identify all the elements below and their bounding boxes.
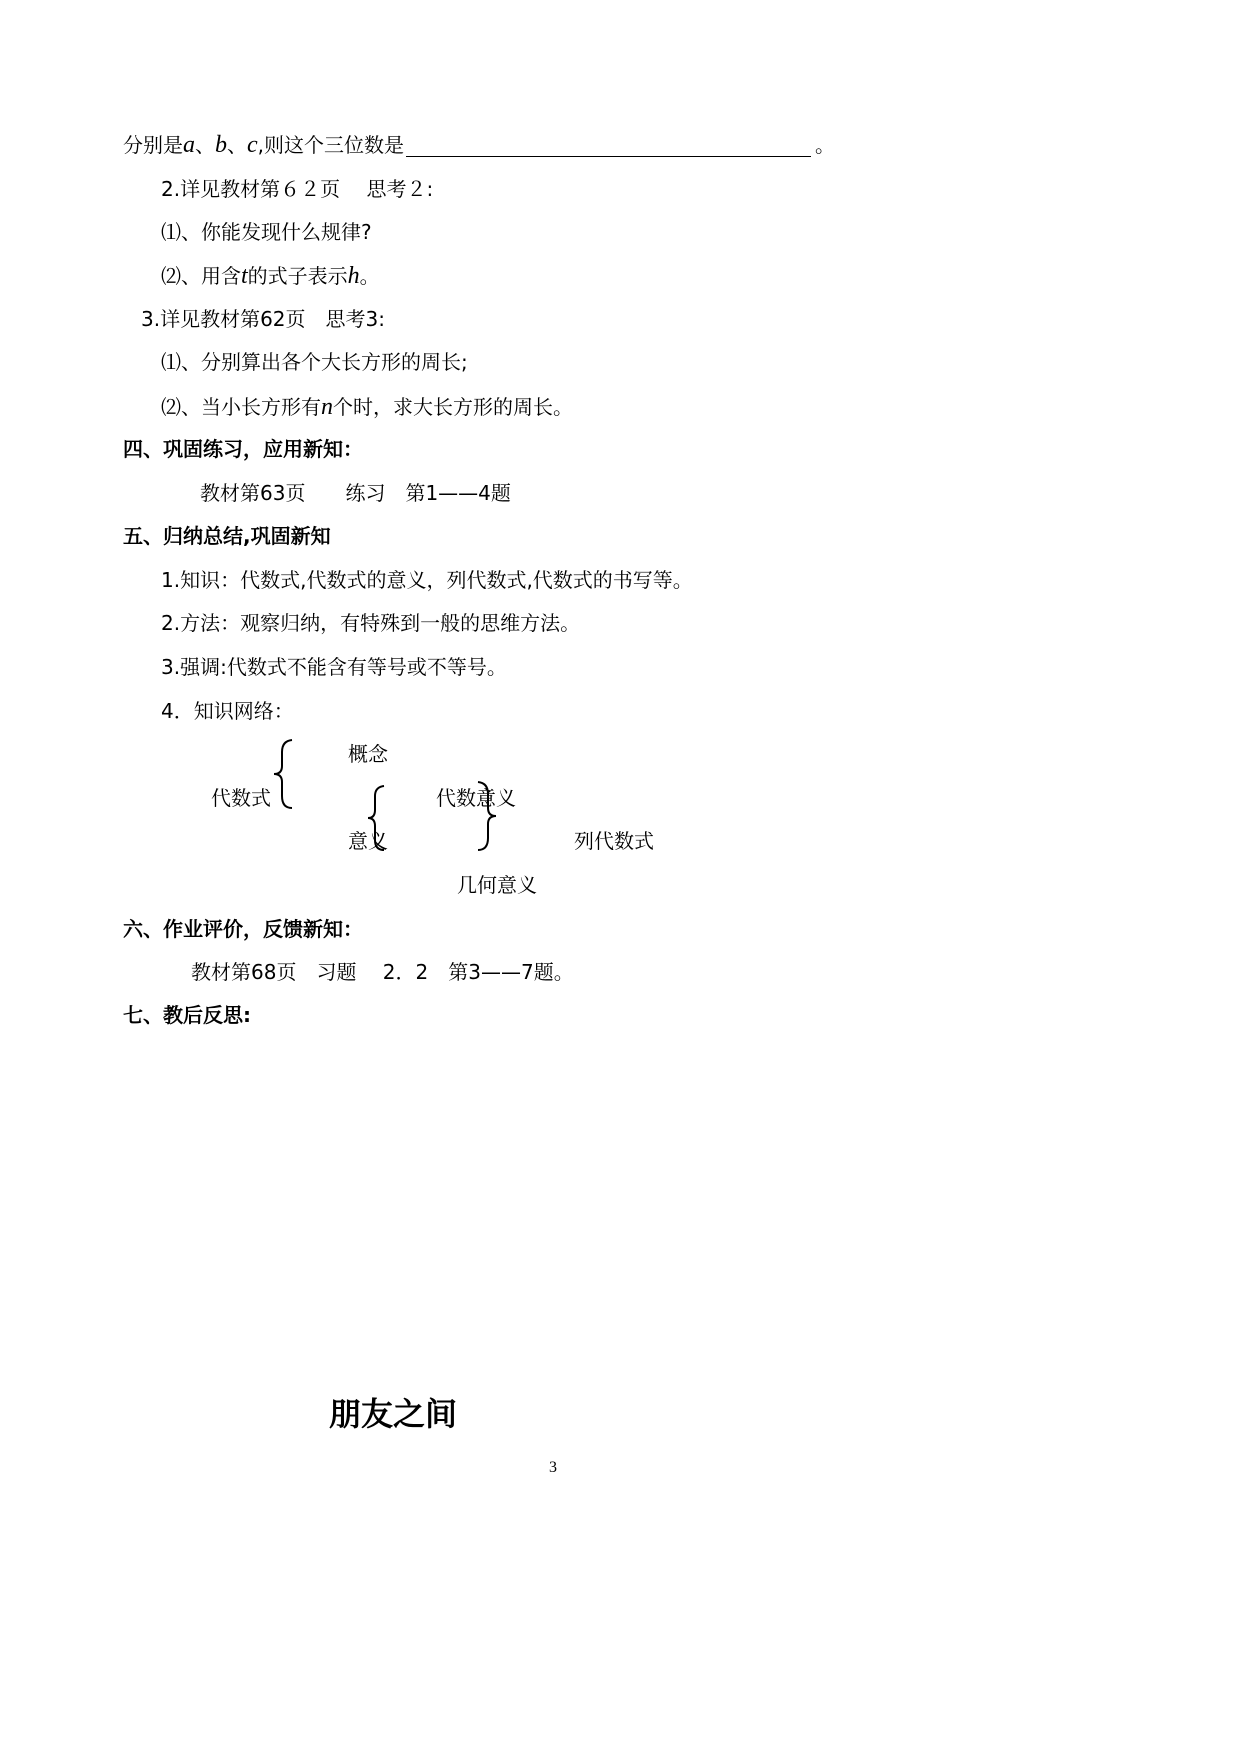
item-3-sub-1: ⑴、分别算出各个大长方形的周长; — [161, 350, 468, 374]
diagram-geometric-meaning: 几何意义 — [457, 873, 537, 897]
section-7-heading: 七、教后反思: — [123, 1003, 251, 1027]
var-b: b — [215, 132, 227, 158]
var-c: c — [247, 132, 258, 158]
text: ⑵、当小长方形有 — [161, 395, 321, 419]
brace-right — [474, 780, 500, 852]
section-6-heading: 六、作业评价，反馈新知： — [123, 917, 363, 941]
diagram-list: 列代数式 — [574, 829, 654, 853]
text: 、 — [195, 133, 215, 157]
diagram-root: 代数式 — [211, 786, 271, 810]
summary-network-label: 4．知识网络： — [161, 699, 294, 723]
item-2-sub-2 — [161, 264, 380, 288]
page-number: 3 — [549, 1459, 557, 1476]
diagram-algebraic-meaning: 代数意义 — [436, 786, 516, 810]
item-2-sub-1: ⑴、你能发现什么规律? — [161, 220, 372, 244]
section-4-exercise: 教材第63页 练习 第1——4题 — [200, 481, 511, 505]
diagram-concept: 概念 — [348, 742, 388, 766]
summary-knowledge: 1.知识：代数式,代数式的意义，列代数式,代数式的书写等。 — [161, 568, 693, 592]
var-a: a — [183, 132, 195, 158]
text: 。 — [815, 133, 836, 157]
text: 的式子表示 — [247, 264, 348, 288]
item-3-heading: 3.详见教材第62页 思考3: — [141, 307, 385, 331]
text: 、 — [227, 133, 247, 157]
question-line-three-digit — [123, 133, 835, 157]
text: ,则这个三位数是 — [257, 133, 405, 157]
text: 个时，求大长方形的周长。 — [333, 395, 573, 419]
answer-blank[interactable] — [406, 136, 811, 157]
text: 分别是 — [123, 133, 183, 157]
text: ⑵、用含 — [161, 264, 241, 288]
diagram-meaning: 意义 — [348, 829, 388, 853]
next-lesson-title: 朋友之间 — [329, 1395, 458, 1433]
summary-emphasis: 3.强调:代数式不能含有等号或不等号。 — [161, 655, 507, 679]
section-5-heading: 五、归纳总结,巩固新知 — [123, 524, 331, 548]
text: 。 — [359, 264, 380, 288]
var-n: n — [321, 394, 333, 420]
section-6-homework: 教材第68页 习题 2．2 第3——7题。 — [191, 960, 574, 984]
summary-method: 2.方法：观察归纳，有特殊到一般的思维方法。 — [161, 611, 581, 635]
item-2-heading: 2.详见教材第６２页 思考２: — [161, 177, 434, 201]
brace-left-2 — [364, 784, 388, 852]
section-4-heading: 四、巩固练习，应用新知： — [123, 437, 363, 461]
var-t: t — [241, 263, 248, 289]
brace-left-1 — [270, 738, 300, 810]
var-h: h — [347, 263, 360, 289]
item-3-sub-2 — [161, 395, 573, 419]
